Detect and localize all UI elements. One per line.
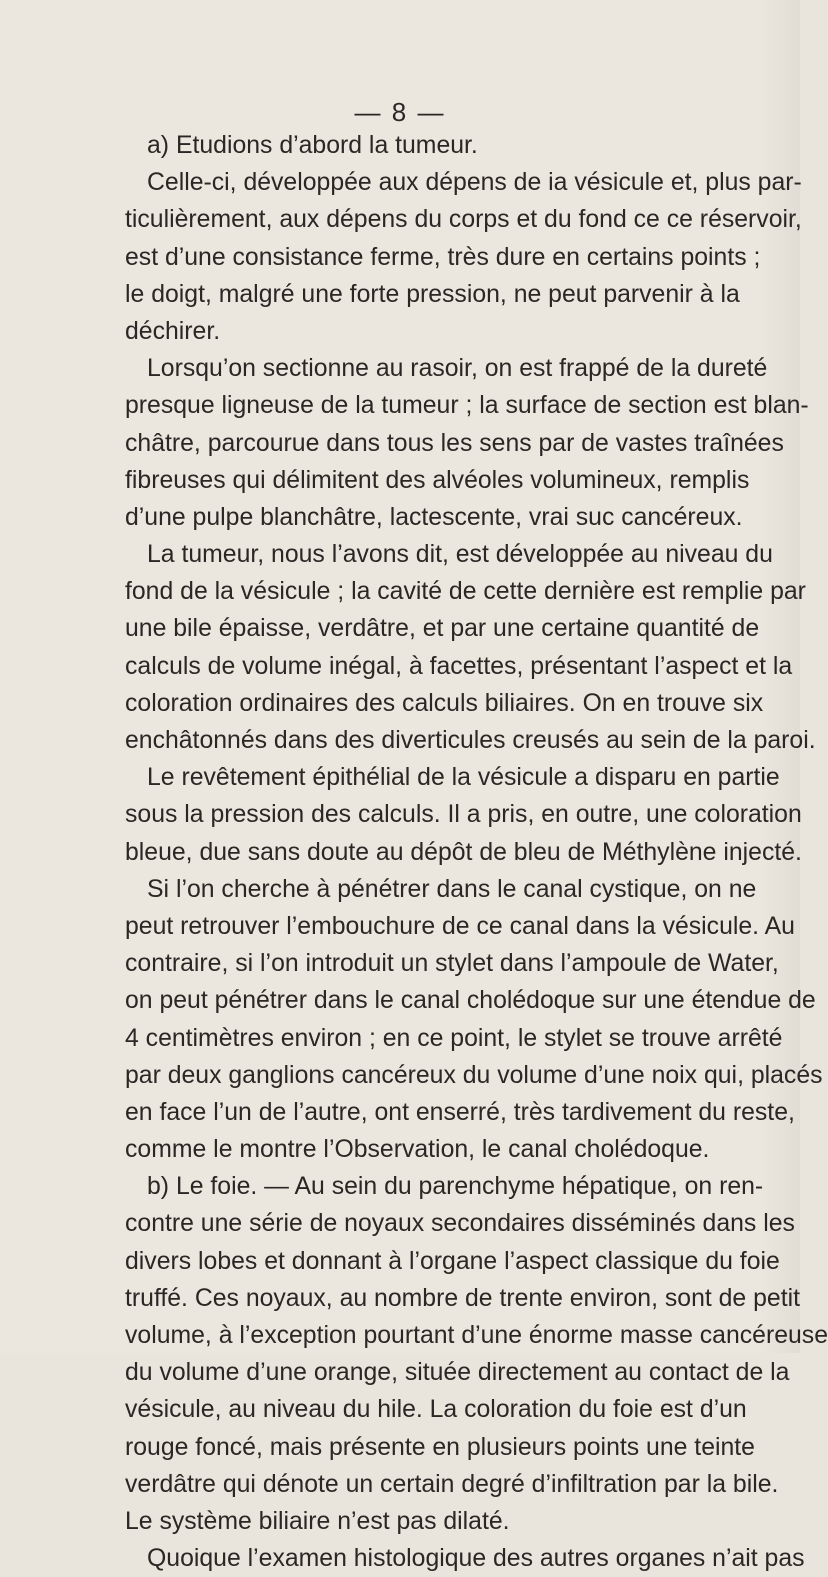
text-line: contre une série de noyaux secondaires disséminés dans les bbox=[125, 1210, 795, 1238]
text-line: volume, à l’exception pourtant d’une énorme masse cancéreuse bbox=[125, 1322, 828, 1349]
text-line: contraire, si l’on introduit un stylet dans l’ampoule de Water, bbox=[125, 950, 779, 978]
text-line: d’une pulpe blanchâtre, lactescente, vrai suc cancéreux. bbox=[125, 503, 743, 531]
text-line: par deux ganglions cancéreux du volume d’une noix qui, placés bbox=[125, 1061, 823, 1089]
text-line: 4 centimètres environ ; en ce point, le stylet se trouve arrêté bbox=[125, 1024, 783, 1052]
text-line: divers lobes et donnant à l’organe l’aspect classique du foie bbox=[125, 1247, 780, 1275]
text-line: rouge foncé, mais présente en plusieurs points une teinte bbox=[125, 1433, 755, 1461]
body-text bbox=[125, 127, 828, 1577]
text-line: presque ligneuse de la tumeur ; la surface de section est blan- bbox=[125, 392, 809, 420]
text-line: verdâtre qui dénote un certain degré d’infiltration par la bile. bbox=[125, 1470, 779, 1498]
text-line: enchâtonnés dans des diverticules creusés au sein de la paroi. bbox=[125, 727, 816, 754]
text-line: fond de la vésicule ; la cavité de cette dernière est remplie par bbox=[125, 578, 806, 606]
text-line: Celle-ci, développée aux dépens de ia vésicule et, plus par- bbox=[147, 169, 802, 197]
text-line: ticulièrement, aux dépens du corps et du fond ce ce réservoir, bbox=[125, 206, 802, 234]
text-line: coloration ordinaires des calculs biliaires. On en trouve six bbox=[125, 689, 764, 717]
text-line: déchirer. bbox=[125, 317, 221, 345]
text-line: Le revêtement épithélial de la vésicule a disparu en partie bbox=[147, 764, 780, 792]
text-line: Si l’on cherche à pénétrer dans le canal cystique, on ne bbox=[147, 875, 757, 903]
text-line: peut retrouver l’embouchure de ce canal dans la vésicule. Au bbox=[125, 912, 795, 940]
text-line: Quoique l’examen histologique des autres organes n’ait pas bbox=[147, 1545, 805, 1573]
text-line: une bile épaisse, verdâtre, et par une certaine quantité de bbox=[125, 615, 760, 643]
text-line: truffé. Ces noyaux, au nombre de trente environ, sont de petit bbox=[125, 1284, 800, 1312]
text-line: châtre, parcourue dans tous les sens par de vastes traînées bbox=[125, 429, 784, 457]
text-line: est d’une consistance ferme, très dure en certains points ; bbox=[125, 243, 761, 271]
text-line: vésicule, au niveau du hile. La coloration du foie est d’un bbox=[125, 1396, 747, 1424]
text-line: comme le montre l’Observation, le canal cholédoque. bbox=[125, 1136, 710, 1164]
text-line: du volume d’une orange, située directement au contact de la bbox=[125, 1359, 790, 1387]
page-number: — 8 — bbox=[354, 97, 446, 127]
text-line: on peut pénétrer dans le canal cholédoque sur une étendue de bbox=[125, 987, 816, 1015]
text-line: a) Etudions d’abord la tumeur. bbox=[147, 132, 478, 159]
text-line: b) Le foie. — Au sein du parenchyme hépatique, on ren- bbox=[147, 1173, 764, 1201]
text-line: Lorsqu’on sectionne au rasoir, on est frappé de la dureté bbox=[147, 355, 768, 383]
text-line: sous la pression des calculs. Il a pris, en outre, une coloration bbox=[125, 801, 802, 829]
text-line: fibreuses qui délimitent des alvéoles volumineux, remplis bbox=[125, 466, 750, 494]
text-line: le doigt, malgré une forte pression, ne peut parvenir à la bbox=[125, 280, 740, 308]
text-line: en face l’un de l’autre, ont enserré, très tardivement du reste, bbox=[125, 1098, 795, 1126]
text-line: Le système biliaire n’est pas dilaté. bbox=[125, 1507, 510, 1535]
text-line: calculs de volume inégal, à facettes, présentant l’aspect et la bbox=[125, 652, 793, 680]
text-line: bleue, due sans doute au dépôt de bleu de Méthylène injecté. bbox=[125, 838, 802, 866]
text-line: La tumeur, nous l’avons dit, est développée au niveau du bbox=[147, 541, 773, 569]
